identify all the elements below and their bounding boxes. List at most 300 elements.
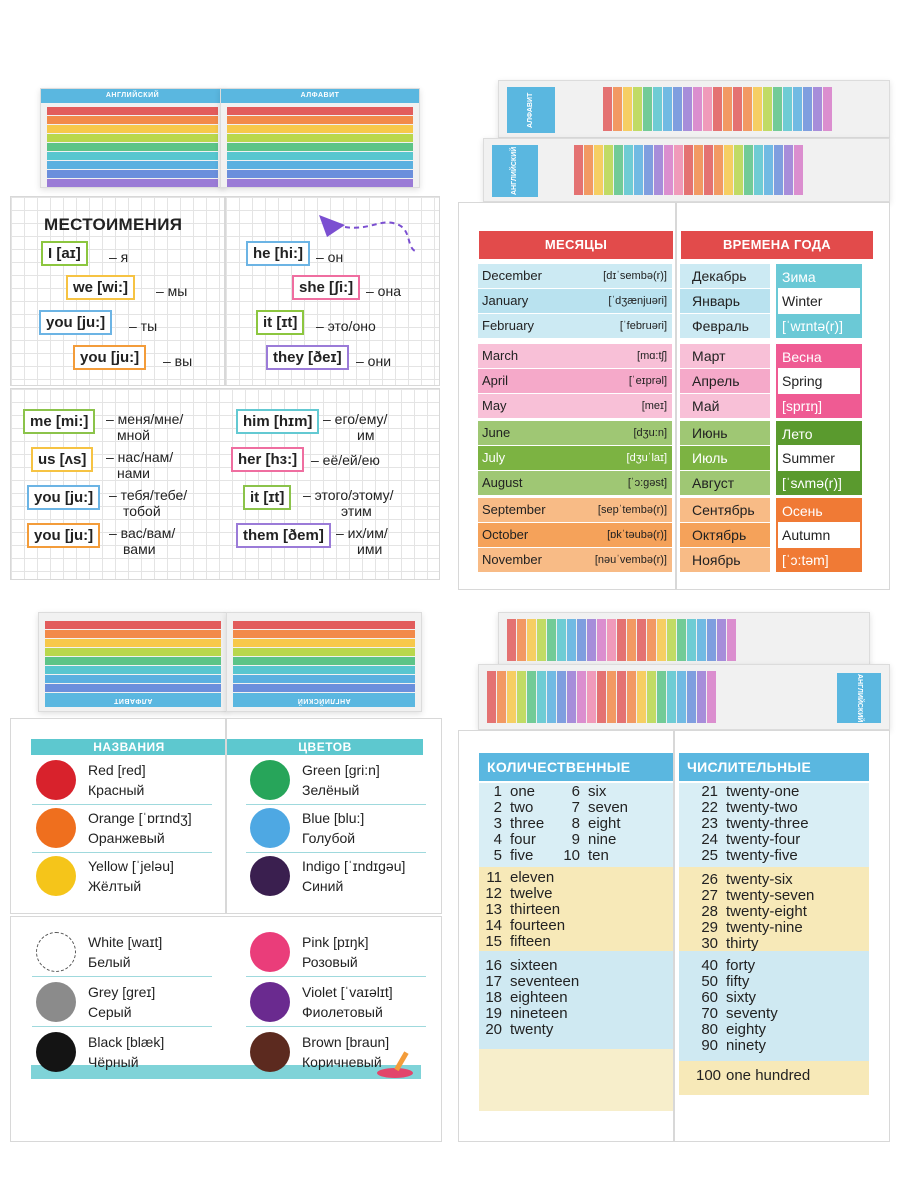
pronoun-box: we [wi:] bbox=[66, 275, 135, 300]
alphabet-stripe bbox=[537, 619, 546, 661]
month-transcription: [ˈdʒænjuəri] bbox=[608, 295, 667, 307]
number-row bbox=[480, 902, 560, 918]
number-row bbox=[696, 1006, 778, 1022]
alphabet-stripe bbox=[613, 87, 622, 131]
alphabet-stripe bbox=[45, 666, 221, 674]
month-row bbox=[478, 344, 672, 368]
number-digit: 4 bbox=[493, 831, 502, 848]
month-ru: Октябрь bbox=[680, 523, 770, 547]
month-row bbox=[478, 446, 672, 470]
number-digit: 11 bbox=[486, 869, 502, 886]
alphabet-stripe bbox=[517, 671, 526, 723]
number-row bbox=[696, 888, 814, 904]
alphabet-stripe bbox=[723, 87, 732, 131]
month-transcription: [dʒuˈlaɪ] bbox=[626, 452, 667, 464]
pronoun-box: you [ju:] bbox=[39, 310, 112, 335]
month-row bbox=[478, 394, 672, 418]
color-separator bbox=[246, 976, 426, 977]
pronoun-translation: – вас/вам/ bbox=[109, 525, 176, 541]
pronoun-translation: – их/им/ bbox=[336, 525, 388, 541]
alphabet-stripe bbox=[707, 671, 716, 723]
month-ru: Сентябрь bbox=[680, 498, 770, 522]
alphabet-stripe bbox=[744, 145, 753, 195]
month-ru: Январь bbox=[680, 289, 770, 313]
color-separator bbox=[32, 852, 212, 853]
month-transcription: [nəuˈvembə(r)] bbox=[594, 554, 667, 566]
pronoun-box: she [ʃi:] bbox=[292, 275, 360, 300]
number-row bbox=[480, 1006, 568, 1022]
alphabet-stripes bbox=[507, 619, 737, 661]
alphabet-stripe bbox=[547, 619, 556, 661]
number-word: four bbox=[510, 831, 536, 848]
pronoun-translation: – она bbox=[366, 283, 401, 299]
number-row bbox=[480, 816, 544, 832]
month-transcription: [ˈeɪprəl] bbox=[628, 375, 667, 387]
season-ru: Осень bbox=[778, 500, 860, 522]
alphabet-stripe bbox=[704, 145, 713, 195]
pronoun-box: I [aɪ] bbox=[41, 241, 88, 266]
object-pronouns-face bbox=[10, 388, 440, 580]
color-en: Black [blæk] bbox=[88, 1034, 165, 1050]
alphabet-stripe bbox=[703, 87, 712, 131]
number-word: ninety bbox=[726, 1037, 767, 1054]
alphabet-header: АНГЛИЙСКИЙ bbox=[233, 693, 415, 707]
color-ru: Голубой bbox=[302, 830, 356, 846]
pronoun-translation: ими bbox=[357, 541, 383, 557]
alphabet-side-label: АНГЛИЙСКИЙ bbox=[837, 673, 881, 723]
color-ru: Фиолетовый bbox=[302, 1004, 383, 1020]
alphabet-stripe bbox=[47, 116, 218, 124]
alphabet-stripe bbox=[663, 87, 672, 131]
color-swatch bbox=[36, 856, 76, 896]
alphabet-header: АЛФАВИТ bbox=[221, 89, 419, 103]
number-row bbox=[696, 1038, 766, 1054]
alphabet-stripe bbox=[233, 639, 415, 647]
alphabet-stripe bbox=[517, 619, 526, 661]
color-en: Blue [blu:] bbox=[302, 810, 365, 826]
alphabet-stripes bbox=[574, 145, 804, 195]
number-digit: 1 bbox=[493, 783, 502, 800]
alphabet-face-top bbox=[478, 664, 890, 730]
pronoun-box: you [ju:] bbox=[73, 345, 146, 370]
alphabet-stripe bbox=[567, 671, 576, 723]
color-ru: Коричневый bbox=[302, 1054, 382, 1070]
number-digit: 8 bbox=[571, 815, 580, 832]
number-row bbox=[480, 974, 579, 990]
alphabet-stripe bbox=[527, 619, 536, 661]
alphabet-stripe bbox=[653, 87, 662, 131]
alphabet-stripe bbox=[774, 145, 783, 195]
color-swatch bbox=[250, 1032, 290, 1072]
number-row bbox=[558, 800, 628, 816]
alphabet-stripe bbox=[614, 145, 623, 195]
alphabet-stripe bbox=[603, 87, 612, 131]
pronoun-translation: нами bbox=[117, 465, 150, 481]
number-row bbox=[480, 784, 535, 800]
color-swatch bbox=[36, 808, 76, 848]
color-swatch bbox=[36, 1032, 76, 1072]
number-row bbox=[696, 974, 749, 990]
month-ru: Март bbox=[680, 344, 770, 368]
alphabet-face-top bbox=[498, 612, 870, 668]
number-digit: 40 bbox=[701, 957, 718, 974]
pronoun-box: you [ju:] bbox=[27, 523, 100, 548]
alphabet-stripe bbox=[793, 87, 802, 131]
month-row bbox=[478, 548, 672, 572]
month-transcription: [ɒkˈtəubə(r)] bbox=[607, 529, 667, 541]
numbers-header: ЧИСЛИТЕЛЬНЫЕ bbox=[679, 753, 869, 781]
pronoun-translation: этим bbox=[341, 503, 372, 519]
number-row bbox=[480, 990, 568, 1006]
alphabet-stripe bbox=[637, 671, 646, 723]
season-transcription: [sprɪŋ] bbox=[778, 394, 860, 418]
number-word: nine bbox=[588, 831, 617, 848]
color-swatch bbox=[250, 932, 290, 972]
month-ru: Декабрь bbox=[680, 264, 770, 288]
season-transcription: [ˈsʌmə(r)] bbox=[778, 471, 860, 495]
pronoun-translation: – вы bbox=[163, 353, 193, 369]
alphabet-stripe bbox=[754, 145, 763, 195]
pronoun-box: us [ʌs] bbox=[31, 447, 93, 472]
month-row bbox=[478, 498, 672, 522]
alphabet-stripe bbox=[803, 87, 812, 131]
alphabet-stripe bbox=[597, 671, 606, 723]
month-en: October bbox=[482, 527, 529, 542]
alphabet-stripe bbox=[714, 145, 723, 195]
alphabet-face-right bbox=[226, 612, 422, 712]
number-digit: 10 bbox=[563, 847, 580, 864]
alphabet-stripe bbox=[527, 671, 536, 723]
number-row bbox=[696, 1022, 766, 1038]
alphabet-stripe bbox=[773, 87, 782, 131]
alphabet-stripe bbox=[607, 619, 616, 661]
alphabet-stripe bbox=[674, 145, 683, 195]
alphabet-stripe bbox=[507, 619, 516, 661]
alphabet-stripe bbox=[507, 671, 516, 723]
number-digit: 29 bbox=[701, 919, 718, 936]
alphabet-stripe bbox=[233, 684, 415, 692]
alphabet-stripe bbox=[597, 619, 606, 661]
alphabet-stripe bbox=[647, 619, 656, 661]
alphabet-stripe bbox=[547, 671, 556, 723]
season-en: Summer bbox=[782, 450, 835, 466]
alphabet-stripe bbox=[693, 87, 702, 131]
number-row bbox=[480, 886, 553, 902]
alphabet-stripe bbox=[794, 145, 803, 195]
season-ru: Зима bbox=[778, 266, 860, 288]
pronoun-translation: – её/ей/ею bbox=[311, 452, 380, 468]
number-row bbox=[696, 990, 756, 1006]
alphabet-header: АЛФАВИТ bbox=[45, 693, 221, 707]
number-digit: 3 bbox=[493, 815, 502, 832]
month-row bbox=[478, 471, 672, 495]
month-ru: Май bbox=[680, 394, 770, 418]
pronouns-face-left bbox=[10, 196, 225, 386]
colors-cube bbox=[10, 612, 442, 1142]
number-digit: 26 bbox=[701, 871, 718, 888]
pronoun-box: him [hɪm] bbox=[236, 409, 319, 434]
number-row bbox=[480, 934, 551, 950]
month-row bbox=[478, 314, 672, 338]
alphabet-side-label: АНГЛИЙСКИЙ bbox=[492, 145, 538, 197]
alphabet-stripe bbox=[47, 152, 218, 160]
color-ru: Чёрный bbox=[88, 1054, 139, 1070]
number-row bbox=[558, 848, 609, 864]
pronoun-translation: – это/оно bbox=[316, 318, 376, 334]
pronoun-translation: – его/ему/ bbox=[323, 411, 388, 427]
color-ru: Зелёный bbox=[302, 782, 360, 798]
season-en: Spring bbox=[782, 373, 823, 389]
month-row bbox=[478, 264, 672, 288]
color-swatch bbox=[36, 760, 76, 800]
number-row bbox=[480, 870, 554, 886]
pronoun-translation: – нас/нам/ bbox=[106, 449, 174, 465]
alphabet-stripe bbox=[647, 671, 656, 723]
alphabet-stripe bbox=[227, 170, 413, 178]
alphabet-stripe bbox=[683, 87, 692, 131]
pronoun-translation: мной bbox=[117, 427, 150, 443]
alphabet-stripes bbox=[233, 621, 415, 702]
number-word: three bbox=[510, 815, 545, 832]
alphabet-stripe bbox=[753, 87, 762, 131]
season-transcription: [ˈɔ:təm] bbox=[778, 548, 860, 572]
season-ru: Весна bbox=[778, 346, 860, 368]
colors-header: НАЗВАНИЯ bbox=[31, 739, 226, 755]
color-ru: Синий bbox=[302, 878, 344, 894]
number-digit: 70 bbox=[701, 1005, 718, 1022]
alphabet-stripe bbox=[584, 145, 593, 195]
alphabet-stripe bbox=[45, 639, 221, 647]
alphabet-stripe bbox=[684, 145, 693, 195]
alphabet-stripe bbox=[763, 87, 772, 131]
number-digit: 90 bbox=[701, 1037, 718, 1054]
alphabet-stripe bbox=[673, 87, 682, 131]
alphabet-stripe bbox=[634, 145, 643, 195]
alphabet-stripe bbox=[627, 619, 636, 661]
color-en: Pink [pɪŋk] bbox=[302, 934, 369, 950]
number-row bbox=[480, 1022, 553, 1038]
number-word: fifty bbox=[726, 973, 750, 990]
color-en: Violet [ˈvaɪəlɪt] bbox=[302, 984, 393, 1000]
alphabet-stripe bbox=[623, 87, 632, 131]
number-digit: 28 bbox=[701, 903, 718, 920]
number-digit: 25 bbox=[701, 847, 718, 864]
pronoun-translation: им bbox=[357, 427, 375, 443]
alphabet-stripe bbox=[764, 145, 773, 195]
colors-header: ЦВЕТОВ bbox=[227, 739, 423, 755]
month-en: February bbox=[482, 318, 535, 333]
alphabet-stripe bbox=[227, 179, 413, 187]
alphabet-stripe bbox=[823, 87, 832, 131]
color-separator bbox=[246, 804, 426, 805]
number-digit: 9 bbox=[571, 831, 580, 848]
color-ru: Серый bbox=[88, 1004, 132, 1020]
season-transcription: [ˈwɪntə(r)] bbox=[778, 314, 860, 338]
number-digit: 50 bbox=[701, 973, 718, 990]
number-row bbox=[558, 816, 621, 832]
alphabet-stripe bbox=[47, 179, 218, 187]
month-en: June bbox=[482, 425, 511, 440]
alphabet-stripe bbox=[624, 145, 633, 195]
number-digit: 80 bbox=[701, 1021, 718, 1038]
month-ru: Февраль bbox=[680, 314, 770, 338]
alphabet-stripe bbox=[577, 619, 586, 661]
month-transcription: [meɪ] bbox=[641, 400, 667, 412]
alphabet-stripe bbox=[47, 125, 218, 133]
month-row bbox=[478, 369, 672, 393]
pronoun-translation: – этого/этому/ bbox=[303, 487, 394, 503]
number-row bbox=[696, 904, 807, 920]
number-row bbox=[480, 800, 533, 816]
month-en: November bbox=[482, 552, 542, 567]
pronoun-translation: – ты bbox=[129, 318, 158, 334]
month-row bbox=[478, 289, 672, 313]
number-word: eight bbox=[588, 815, 621, 832]
alphabet-stripe bbox=[697, 671, 706, 723]
months-cube bbox=[458, 80, 890, 590]
month-ru: Июнь bbox=[680, 421, 770, 445]
numbers-header: КОЛИЧЕСТВЕННЫЕ bbox=[479, 753, 674, 781]
number-word: twenty-seven bbox=[726, 887, 815, 904]
month-transcription: [dʒu:n] bbox=[633, 427, 667, 439]
alphabet-stripe bbox=[694, 145, 703, 195]
month-en: May bbox=[482, 398, 507, 413]
number-digit: 15 bbox=[485, 933, 502, 950]
alphabet-stripe bbox=[233, 648, 415, 656]
alphabet-stripe bbox=[743, 87, 752, 131]
alphabet-stripes bbox=[603, 87, 833, 131]
number-digit: 24 bbox=[701, 831, 718, 848]
alphabet-stripe bbox=[47, 143, 218, 151]
color-en: Yellow [ˈjeləu] bbox=[88, 858, 174, 874]
number-word: thirteen bbox=[510, 901, 561, 918]
numbers-cube bbox=[458, 612, 890, 1142]
alphabet-stripe bbox=[734, 145, 743, 195]
alphabet-stripe bbox=[687, 671, 696, 723]
number-digit: 7 bbox=[571, 799, 580, 816]
alphabet-stripe bbox=[537, 671, 546, 723]
month-row bbox=[478, 421, 672, 445]
number-row bbox=[696, 800, 798, 816]
season-ru: Лето bbox=[778, 423, 860, 445]
month-row bbox=[478, 523, 672, 547]
alphabet-stripes bbox=[227, 107, 413, 188]
color-ru: Жёлтый bbox=[88, 878, 142, 894]
number-digit: 30 bbox=[701, 935, 718, 952]
alphabet-stripe bbox=[45, 621, 221, 629]
number-word: sixty bbox=[726, 989, 756, 1006]
alphabet-stripe bbox=[227, 107, 413, 115]
number-row bbox=[696, 784, 799, 800]
month-ru: Июль bbox=[680, 446, 770, 470]
alphabet-stripe bbox=[617, 619, 626, 661]
pronoun-box: her [hɜ:] bbox=[231, 447, 304, 472]
alphabet-stripe bbox=[697, 619, 706, 661]
number-digit: 6 bbox=[571, 783, 580, 800]
alphabet-stripe bbox=[574, 145, 583, 195]
alphabet-stripe bbox=[45, 675, 221, 683]
number-word: twenty-two bbox=[726, 799, 798, 816]
alphabet-stripe bbox=[577, 671, 586, 723]
alphabet-stripe bbox=[784, 145, 793, 195]
alphabet-stripe bbox=[687, 619, 696, 661]
pronouns-face-right bbox=[225, 196, 440, 386]
number-row bbox=[480, 958, 558, 974]
number-word: twenty-eight bbox=[726, 903, 807, 920]
pronouns-title: МЕСТОИМЕНИЯ bbox=[44, 215, 183, 234]
month-ru: Август bbox=[680, 471, 770, 495]
alphabet-stripe bbox=[587, 619, 596, 661]
alphabet-face-left bbox=[40, 88, 225, 188]
alphabet-stripe bbox=[727, 619, 736, 661]
pronoun-box: you [ju:] bbox=[27, 485, 100, 510]
color-separator bbox=[32, 976, 212, 977]
alphabet-stripe bbox=[487, 671, 496, 723]
alphabet-stripe bbox=[47, 170, 218, 178]
alphabet-stripe bbox=[227, 134, 413, 142]
number-word: twenty-four bbox=[726, 831, 801, 848]
pronoun-translation: вами bbox=[123, 541, 156, 557]
number-row bbox=[696, 872, 793, 888]
number-word: twenty-six bbox=[726, 871, 793, 888]
number-digit: 17 bbox=[485, 973, 502, 990]
number-row bbox=[480, 848, 533, 864]
number-word: thirty bbox=[726, 935, 759, 952]
alphabet-face-top bbox=[498, 80, 890, 138]
color-ru: Оранжевый bbox=[88, 830, 165, 846]
color-en: Brown [braun] bbox=[302, 1034, 390, 1050]
numbers-block-yellow bbox=[479, 1049, 674, 1111]
alphabet-stripe bbox=[604, 145, 613, 195]
alphabet-stripe bbox=[497, 671, 506, 723]
alphabet-stripe bbox=[783, 87, 792, 131]
alphabet-stripe bbox=[557, 671, 566, 723]
color-en: Green [gri:n] bbox=[302, 762, 380, 778]
color-swatch bbox=[250, 808, 290, 848]
number-word: seven bbox=[588, 799, 629, 816]
alphabet-stripe bbox=[233, 657, 415, 665]
number-word: twenty-one bbox=[726, 783, 800, 800]
number-digit: 20 bbox=[485, 1021, 502, 1038]
month-transcription: [mɑ:tʃ] bbox=[637, 350, 667, 362]
number-word: twenty-three bbox=[726, 815, 809, 832]
color-en: Indigo [ˈɪndɪgəu] bbox=[302, 858, 406, 874]
number-word: six bbox=[588, 783, 607, 800]
pronoun-translation: – он bbox=[316, 249, 344, 265]
alphabet-stripe bbox=[45, 648, 221, 656]
alphabet-stripe bbox=[233, 675, 415, 683]
pronoun-box: it [ɪt] bbox=[243, 485, 291, 510]
color-swatch bbox=[36, 982, 76, 1022]
number-row bbox=[696, 1068, 810, 1084]
alphabet-stripe bbox=[47, 107, 218, 115]
number-digit: 16 bbox=[485, 957, 502, 974]
color-en: Red [red] bbox=[88, 762, 146, 778]
alphabet-face-top bbox=[483, 138, 890, 202]
number-digit: 21 bbox=[701, 783, 718, 800]
number-word: seventy bbox=[726, 1005, 778, 1022]
pronoun-box: them [ðem] bbox=[236, 523, 331, 548]
pronoun-box: me [mi:] bbox=[23, 409, 95, 434]
number-word: nineteen bbox=[510, 1005, 568, 1022]
months-header: МЕСЯЦЫ bbox=[479, 231, 673, 259]
alphabet-stripe bbox=[664, 145, 673, 195]
alphabet-stripe bbox=[45, 684, 221, 692]
alphabet-stripe bbox=[227, 116, 413, 124]
number-row bbox=[696, 936, 759, 952]
month-transcription: [sepˈtembə(r)] bbox=[597, 504, 667, 516]
number-digit: 19 bbox=[485, 1005, 502, 1022]
